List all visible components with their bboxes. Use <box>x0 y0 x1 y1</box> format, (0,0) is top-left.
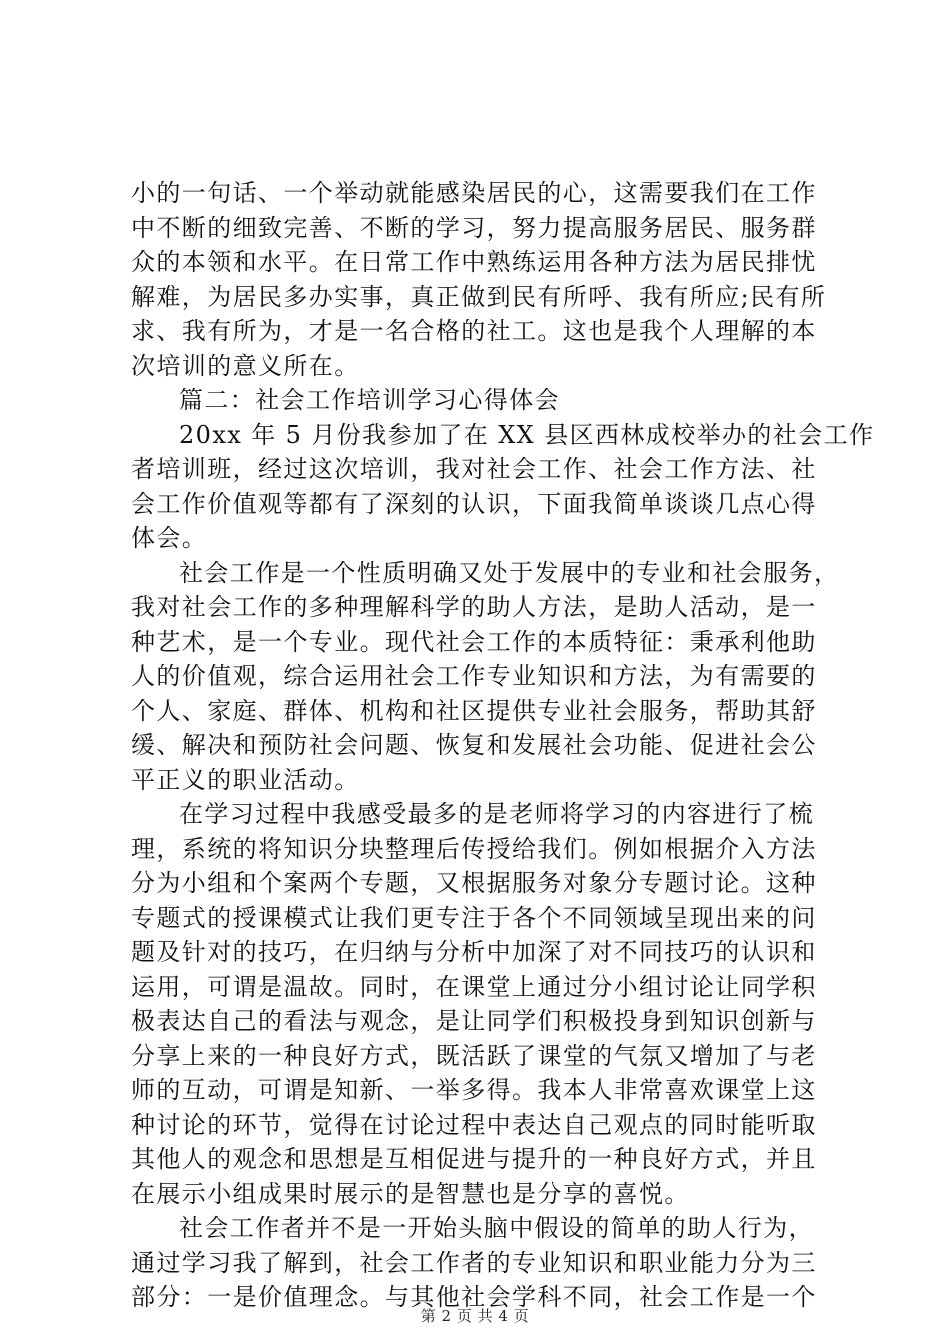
text-line: 在学习过程中我感受最多的是老师将学习的内容进行了梳 <box>179 800 814 828</box>
text-line: 会工作价值观等都有了深刻的认识，下面我简单谈谈几点心得 <box>131 489 817 518</box>
text-line: 部分：一是价值理念。与其他社会学科不同，社会工作是一个 <box>131 1283 817 1311</box>
document-body <box>131 176 875 1315</box>
text-line: 极表达自己的看法与观念，是让同学们积极投身到知识创新与 <box>131 1007 817 1035</box>
text-line: 通过学习我了解到，社会工作者的专业知识和职业能力分为三 <box>131 1248 817 1277</box>
text-line: 专题式的授课模式让我们更专注于各个不同领域呈现出来的问 <box>131 903 817 932</box>
text-line: 篇二：社会工作培训学习心得体会 <box>179 386 560 414</box>
text-line: 理，系统的将知识分块整理后传授给我们。例如根据介入方法 <box>131 834 817 863</box>
text-line: 社会工作者并不是一开始头脑中假设的简单的助人行为， <box>179 1214 814 1242</box>
page-footer: 第 2 页 共 4 页 <box>420 1307 530 1325</box>
text-line: 解难，为居民多办实事，真正做到民有所呼、我有所应;民有所 <box>131 282 827 311</box>
text-line: 我对社会工作的多种理解科学的助人方法，是助人活动，是一 <box>131 593 817 621</box>
text-line: 小的一句话、一个举动就能感染居民的心，这需要我们在工作 <box>131 179 817 207</box>
text-line: 平正义的职业活动。 <box>131 765 360 794</box>
text-line: 师的互动，可谓是知新、一举多得。我本人非常喜欢课堂上这 <box>131 1076 817 1104</box>
text-line: 人的价值观，综合运用社会工作专业知识和方法，为有需要的 <box>131 662 817 690</box>
text-line: 在展示小组成果时展示的是智慧也是分享的喜悦。 <box>131 1179 690 1208</box>
text-line: 众的本领和水平。在日常工作中熟练运用各种方法为居民排忧 <box>131 248 817 276</box>
text-line: 其他人的观念和思想是互相促进与提升的一种良好方式，并且 <box>131 1145 817 1173</box>
text-line: 中不断的细致完善、不断的学习，努力提高服务居民、服务群 <box>131 213 817 242</box>
text-line: 分享上来的一种良好方式，既活跃了课堂的气氛又增加了与老 <box>131 1041 817 1070</box>
text-line: 种艺术，是一个专业。现代社会工作的本质特征：秉承利他助 <box>131 627 817 656</box>
text-line: 题及针对的技巧，在归纳与分析中加深了对不同技巧的认识和 <box>131 938 817 966</box>
text-line: 体会。 <box>131 524 208 552</box>
text-line: 种讨论的环节，觉得在讨论过程中表达自己观点的同时能听取 <box>131 1110 817 1139</box>
text-line: 社会工作是一个性质明确又处于发展中的专业和社会服务， <box>179 558 840 587</box>
text-line: 者培训班，经过这次培训，我对社会工作、社会工作方法、社 <box>131 455 817 483</box>
text-line: 次培训的意义所在。 <box>131 351 360 380</box>
text-line: 求、我有所为，才是一名合格的社工。这也是我个人理解的本 <box>131 317 817 345</box>
text-line: 个人、家庭、群体、机构和社区提供专业社会服务，帮助其舒 <box>131 696 817 725</box>
text-line: 20xx 年 5 月份我参加了在 XX 县区西林成校举办的社会工作 <box>179 420 875 449</box>
text-line: 分为小组和个案两个专题，又根据服务对象分专题讨论。这种 <box>131 869 817 897</box>
text-line: 缓、解决和预防社会问题、恢复和发展社会功能、促进社会公 <box>131 731 817 759</box>
text-line: 运用，可谓是温故。同时，在课堂上通过分小组讨论让同学积 <box>131 972 817 1001</box>
